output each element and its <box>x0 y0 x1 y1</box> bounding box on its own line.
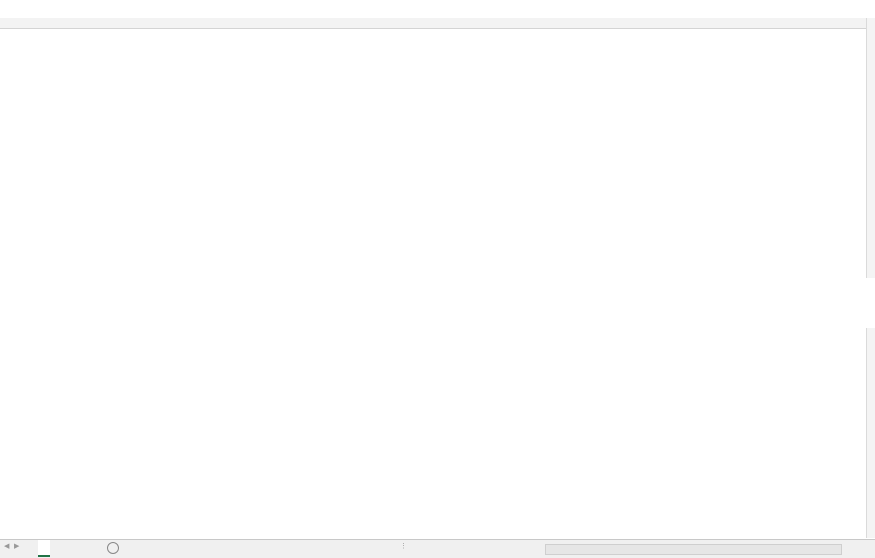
column-header-bar <box>0 18 875 29</box>
horizontal-scrollbar[interactable] <box>545 544 842 555</box>
sheet-tab-bar <box>0 539 875 558</box>
add-sheet-button[interactable] <box>107 542 119 554</box>
tab-nav-right-icon[interactable]: ▶ <box>14 543 20 550</box>
tab-nav-left-icon[interactable]: ◀ <box>4 543 10 550</box>
tab-blad1[interactable] <box>66 540 78 555</box>
vertical-scrollbar-lower[interactable] <box>866 328 875 538</box>
vertical-scrollbar[interactable] <box>866 18 875 278</box>
sheet-options-icon[interactable]: ⋮ <box>400 543 407 550</box>
tab-blad2[interactable] <box>38 540 50 557</box>
